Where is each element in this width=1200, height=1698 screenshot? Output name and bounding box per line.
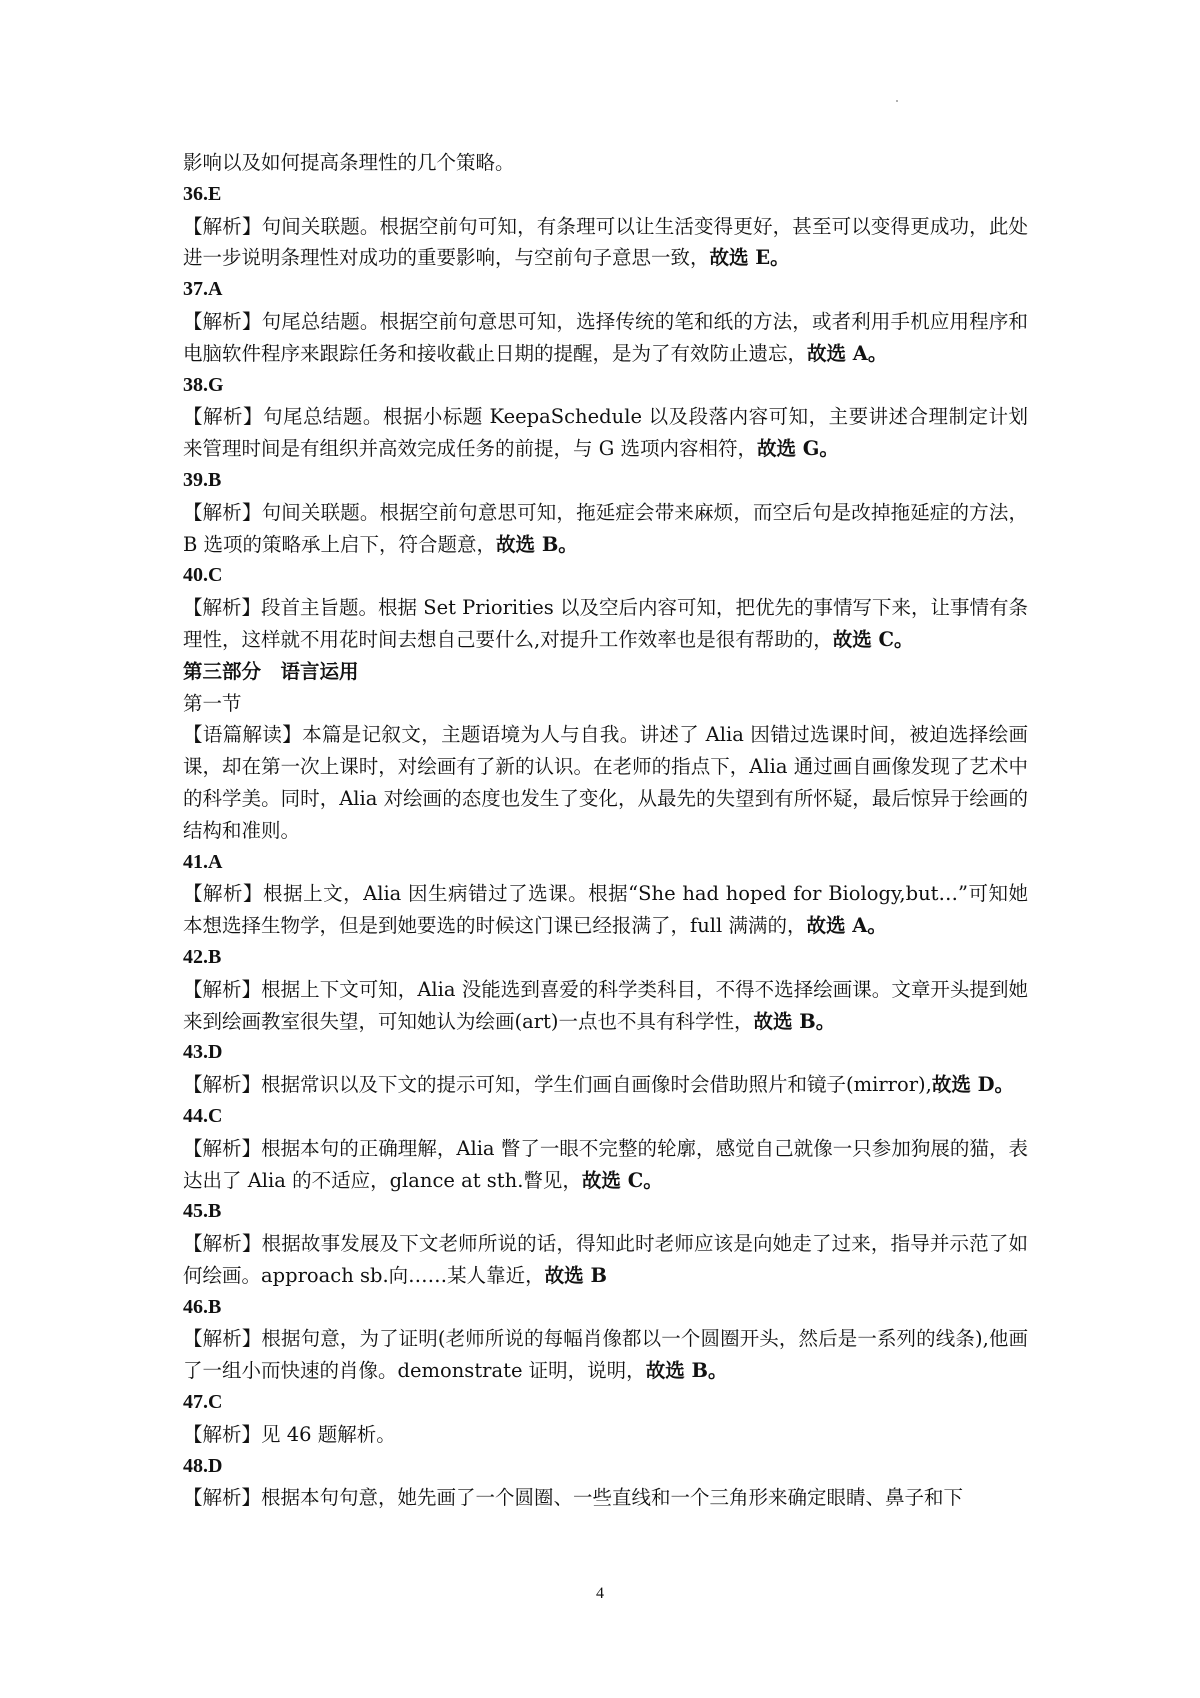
answer-block-44 [183,1101,1028,1196]
answer-block-47 [183,1387,1028,1451]
question-number: 36.E [183,182,222,205]
analysis-text: 【解析】根据故事发展及下文老师所说的话，得知此时老师应该是向她走了过来，指导并示范了如何绘画。approach sb.向……某人靠近，故选 B [183,1232,1028,1287]
answer-block-42 [183,942,1028,1037]
question-number: 48.D [183,1454,223,1477]
answer-choice: 故选 B。 [753,1009,836,1033]
answer-block-45 [183,1196,1028,1291]
answer-choice: 故选 A。 [807,341,888,365]
question-number: 46.B [183,1295,222,1318]
analysis-text: 【解析】句间关联题。根据空前句可知，有条理可以让生活变得更好，甚至可以变得更成功，此处进一步说明条理性对成功的重要影响，与空前句子意思一致，故选 E。 [183,214,1028,270]
answer-block-48 [183,1451,1028,1515]
answer-block-43 [183,1037,1028,1101]
answer-choice: 故选 C。 [581,1168,663,1192]
answer-block-40 [183,560,1028,655]
answer-choice: 故选 B [544,1263,607,1287]
scan-dot [896,100,898,102]
page-number: 4 [596,1585,604,1602]
answer-block-41 [183,847,1028,942]
question-number: 45.B [183,1200,222,1223]
answer-choice: 故选 B。 [496,532,578,556]
answer-block-46 [183,1292,1028,1387]
answer-choice: 故选 D。 [931,1073,1015,1097]
analysis-text: 【解析】根据句意，为了证明(老师所说的每幅肖像都以一个圆圈开头，然后是一系列的线条),他画了一组小而快速的肖像。demonstrate 证明，说明，故选 B。 [183,1327,1028,1383]
analysis-text: 【解析】句间关联题。根据空前句意思可知，拖延症会带来麻烦，而空后句是改掉拖延症的方法，B 选项的策略承上启下，符合题意，故选 B。 [183,500,1028,556]
answer-block-37 [183,274,1028,369]
question-number: 42.B [183,945,222,968]
analysis-text: 【解析】根据常识以及下文的提示可知，学生们画自画像时会借助照片和镜子(mirror),故选 D。 [183,1073,1015,1097]
question-number: 43.D [183,1041,223,1064]
analysis-text: 【解析】根据本句的正确理解，Alia 瞥了一眼不完整的轮廓，感觉自己就像一只参加狗展的猫，表达出了 Alia 的不适应，glance at sth.瞥见，故选 C。 [183,1136,1028,1192]
question-number: 38.G [183,373,224,396]
answer-block-36 [183,179,1028,274]
question-number: 40.C [183,564,223,587]
question-number: 41.A [183,850,223,873]
analysis-text: 【解析】见 46 题解析。 [183,1422,396,1446]
analysis-text: 【解析】句尾总结题。根据空前句意思可知，选择传统的笔和纸的方法，或者利用手机应用程序和电脑软件程序来跟踪任务和接收截止日期的提醒，是为了有效防止遗忘，故选 A。 [183,309,1028,365]
analysis-text: 【解析】根据上文，Alia 因生病错过了选课。根据“She had hoped for Biology,but…”可知她本想选择生物学，但是到她要选的时候这门课已经报满了，full 满满的，故选 A。 [183,882,1028,938]
section-title: 第三部分 语言运用 [183,659,359,683]
question-number: 44.C [183,1104,223,1127]
question-number: 39.B [183,468,222,491]
question-number: 37.A [183,278,223,301]
analysis-text: 【解析】根据本句句意，她先画了一个圆圈、一些直线和一个三角形来确定眼睛、鼻子和下 [183,1486,964,1510]
answer-choice: 故选 A。 [806,914,887,938]
analysis-text: 【解析】段首主旨题。根据 Set Priorities 以及空后内容可知，把优先的事情写下来，让事情有条理性，这样就不用花时间去想自己要什么,对提升工作效率也是很有帮助的，故选 C。 [183,596,1028,651]
passage-reading: 【语篇解读】本篇是记叙文，主题语境为人与自我。讲述了 Alia 因错过选课时间，被迫选择绘画课，却在第一次上课时，对绘画有了新的认识。在老师的指点下，Alia 通过画自画像发现了艺术中的科学美。同时，Alia 对绘画的态度也发生了变化，从最先的失望到有所怀疑，最后惊异于绘画的结构和准则。 [183,723,1028,842]
analysis-text: 【解析】根据上下文可知，Alia 没能选到喜爱的科学类科目，不得不选择绘画课。文章开头提到她来到绘画教室很失望，可知她认为绘画(art)一点也不具有科学性，故选 B。 [183,977,1028,1033]
answer-choice: 故选 B。 [645,1359,728,1383]
answer-block-38 [183,370,1028,465]
section-subtitle: 第一节 [183,691,242,715]
answer-choice: 故选 G。 [756,437,839,461]
answer-choice: 故选 C。 [832,627,914,651]
document-body [183,147,1028,1514]
answer-block-39 [183,465,1028,560]
answer-choice: 故选 E。 [709,246,790,270]
question-number: 47.C [183,1391,223,1414]
intro-line: 影响以及如何提高条理性的几个策略。 [183,151,515,174]
analysis-text: 【解析】句尾总结题。根据小标题 KeepaSchedule 以及段落内容可知，主要讲述合理制定计划来管理时间是有组织并高效完成任务的前提，与 G 选项内容相符，故选 G。 [183,405,1028,461]
